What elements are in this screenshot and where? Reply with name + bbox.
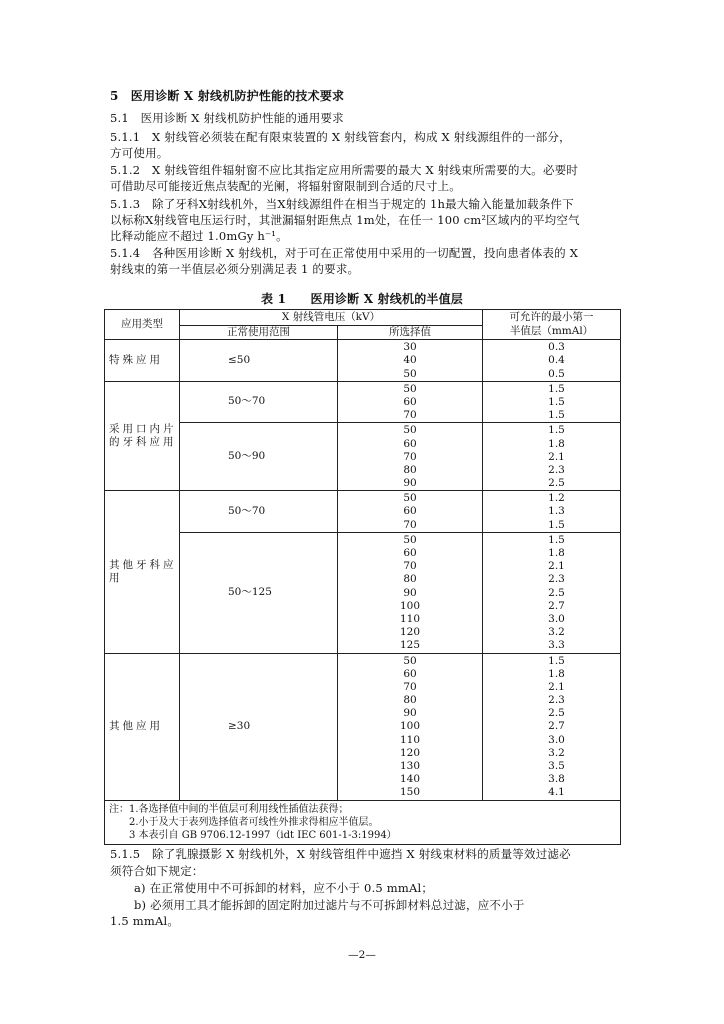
selected-value: 50 (403, 424, 417, 437)
hvl-value: 2.1 (548, 680, 565, 693)
selected-value: 50 (403, 654, 417, 667)
selected-value: 60 (403, 667, 417, 680)
selected-value: 70 (403, 450, 417, 463)
section-heading: 5 医用诊断 X 射线机防护性能的技术要求 (110, 89, 345, 103)
header-hvl (483, 310, 621, 340)
hvl-value: 1.5 (548, 382, 565, 395)
paragraph-5-1-5-cont: 须符合如下规定： (110, 864, 204, 878)
app-label-line1: 采用口内片 (109, 422, 177, 435)
range-cell: 50～70 (180, 381, 338, 423)
selected-value: 90 (403, 586, 417, 599)
header-voltage-group: X 射线管电压（kV） (180, 310, 483, 326)
hvl-value: 3.8 (548, 773, 565, 786)
paragraph-5-1-1-cont: 方可使用。 (110, 146, 169, 160)
selected-value: 50 (403, 533, 417, 546)
hvl-value: 1.3 (548, 505, 565, 518)
hvl-value: 4.1 (548, 786, 565, 799)
selected-value: 60 (403, 395, 417, 408)
app-label-line2: 的牙科应用 (109, 436, 177, 449)
selected-value: 100 (399, 720, 421, 733)
hvl-value: 0.4 (548, 354, 565, 367)
hvl-value: 3.3 (548, 639, 565, 652)
hvl-value: 3.0 (548, 612, 565, 625)
selected-value: 80 (403, 694, 417, 707)
hvl-value: 0.5 (548, 367, 565, 380)
selected-value: 110 (399, 612, 421, 625)
app-cell-intraoral-dental (105, 381, 180, 491)
selected-value: 60 (403, 505, 417, 518)
hvl-value: 3.2 (548, 746, 565, 759)
table-caption: 表 1 医用诊断 X 射线机的半值层 (261, 292, 463, 306)
range-cell: 50～90 (180, 423, 338, 491)
app-cell-other-dental (105, 491, 180, 653)
hvl-value: 1.5 (548, 533, 565, 546)
page-number: —2— (348, 949, 376, 961)
hvl-value: 2.5 (548, 586, 565, 599)
hvl-value: 1.8 (548, 547, 565, 560)
paragraph-5-1-3-cont2: 比释动能应不超过 1.0mGy h⁻¹。 (110, 229, 288, 243)
selected-value: 60 (403, 437, 417, 450)
paragraph-5-1-3: 5.1.3 除了牙科X射线机外，当X射线源组件在相当于规定的 1h最大输入能量加载条件下 (110, 197, 574, 211)
selected-values-cell (338, 423, 483, 491)
hvl-values-cell (483, 423, 621, 491)
table-note-3: 3 本表引自 GB 9706.12-1997（idt IEC 601-1-3:1994） (129, 829, 397, 841)
table-note-2: 2.小于及大于表列选择值者可线性外推求得相应半值层。 (129, 816, 379, 828)
paragraph-5-1: 5.1 医用诊断 X 射线机防护性能的通用要求 (110, 111, 344, 125)
list-item-b: b) 必须用工具才能拆卸的固定附加过滤片与不可拆卸材料总过滤，应不小于 (134, 898, 525, 912)
paragraph-5-1-3-cont1: 以标称X射线管电压运行时，其泄漏辐射距焦点 1m处，在任一 100 cm²区域内的平均空气 (110, 213, 580, 227)
paragraph-5-1-2: 5.1.2 X 射线管组件辐射窗不应比其指定应用所需要的最大 X 射线束所需要的大。必要时 (110, 163, 579, 177)
paragraph-5-1-5: 5.1.5 除了乳腺摄影 X 射线机外，X 射线管组件中遮挡 X 射线束材料的质量等效过滤必 (110, 847, 571, 861)
selected-value: 70 (403, 518, 417, 531)
selected-value: 60 (403, 547, 417, 560)
selected-values-cell (338, 653, 483, 800)
selected-value: 150 (399, 786, 421, 799)
hvl-value: 1.5 (548, 424, 565, 437)
header-hvl-line2: 半值层（mmAl） (509, 324, 594, 337)
hvl-values-cell (483, 340, 621, 382)
range-cell: ≥30 (180, 653, 338, 800)
paragraph-5-1-2-cont: 可借助尽可能接近焦点装配的光阑，将辐射窗限制到合适的尺寸上。 (110, 179, 461, 193)
hvl-value: 3.2 (548, 626, 565, 639)
hvl-value: 2.1 (548, 450, 565, 463)
hvl-value: 3.5 (548, 760, 565, 773)
hvl-values-cell (483, 491, 621, 533)
selected-value: 80 (403, 463, 417, 476)
selected-values-cell (338, 532, 483, 653)
hvl-values-cell (483, 532, 621, 653)
selected-value: 70 (403, 409, 417, 422)
hvl-value: 1.5 (548, 654, 565, 667)
hvl-value: 2.5 (548, 477, 565, 490)
selected-values-cell (338, 340, 483, 382)
hvl-value: 1.5 (548, 409, 565, 422)
selected-value: 80 (403, 573, 417, 586)
app-cell-special: 特殊应用 (105, 340, 180, 382)
hvl-value: 2.7 (548, 720, 565, 733)
selected-value: 70 (403, 560, 417, 573)
selected-value: 90 (403, 707, 417, 720)
paragraph-5-1-4-cont: 射线束的第一半值层必须分别满足表 1 的要求。 (110, 262, 360, 276)
selected-value: 90 (403, 477, 417, 490)
hvl-value: 2.3 (548, 694, 565, 707)
selected-value: 110 (399, 733, 421, 746)
selected-value: 140 (399, 773, 421, 786)
hvl-values-cell (483, 381, 621, 423)
range-cell: 50～125 (180, 532, 338, 653)
hvl-value: 1.5 (548, 518, 565, 531)
selected-value: 50 (403, 382, 417, 395)
table-note-1: 注：1.各选择值中间的半值层可利用线性插值法获得； (109, 803, 349, 815)
app-cell-other: 其他应用 (105, 653, 180, 800)
list-item-a: a) 在正常使用中不可拆卸的材料，应不小于 0.5 mmAl； (134, 881, 434, 895)
hvl-value: 1.8 (548, 667, 565, 680)
app-label-line1: 其他牙科应 (109, 558, 177, 571)
selected-value: 120 (399, 746, 421, 759)
hvl-value: 3.0 (548, 733, 565, 746)
header-app-type: 应用类型 (105, 310, 180, 340)
header-selected-value: 所选择值 (338, 326, 483, 340)
selected-value: 50 (403, 367, 417, 380)
selected-value: 70 (403, 680, 417, 693)
selected-value: 30 (403, 341, 417, 354)
selected-value: 125 (399, 639, 421, 652)
header-normal-range: 正常使用范围 (180, 326, 338, 340)
header-hvl-line1: 可允许的最小第一 (509, 311, 594, 324)
selected-value: 130 (399, 760, 421, 773)
range-cell: 50～70 (180, 491, 338, 533)
hvl-value: 2.5 (548, 707, 565, 720)
selected-values-cell (338, 381, 483, 423)
hvl-value: 2.7 (548, 599, 565, 612)
table-notes (105, 800, 621, 845)
selected-values-cell (338, 491, 483, 533)
hvl-value: 1.5 (548, 395, 565, 408)
paragraph-5-1-4: 5.1.4 各种医用诊断 X 射线机，对于可在正常使用中采用的一切配置，投向患者体表的 X (110, 246, 579, 260)
selected-value: 50 (403, 492, 417, 505)
list-item-b-cont: 1.5 mmAl。 (110, 914, 180, 928)
selected-value: 100 (399, 599, 421, 612)
hvl-values-cell (483, 653, 621, 800)
hvl-value: 0.3 (548, 341, 565, 354)
app-label-line2: 用 (109, 571, 123, 584)
hvl-value: 1.8 (548, 437, 565, 450)
selected-value: 120 (399, 626, 421, 639)
range-cell: ≤50 (180, 340, 338, 382)
hvl-value: 2.3 (548, 463, 565, 476)
hvl-value: 2.1 (548, 560, 565, 573)
selected-value: 40 (403, 354, 417, 367)
hvl-value: 1.2 (548, 492, 565, 505)
half-value-layer-table (104, 309, 621, 845)
hvl-value: 2.3 (548, 573, 565, 586)
paragraph-5-1-1: 5.1.1 X 射线管必须装在配有限束装置的 X 射线管套内，构成 X 射线源组件的一部分， (110, 130, 571, 144)
